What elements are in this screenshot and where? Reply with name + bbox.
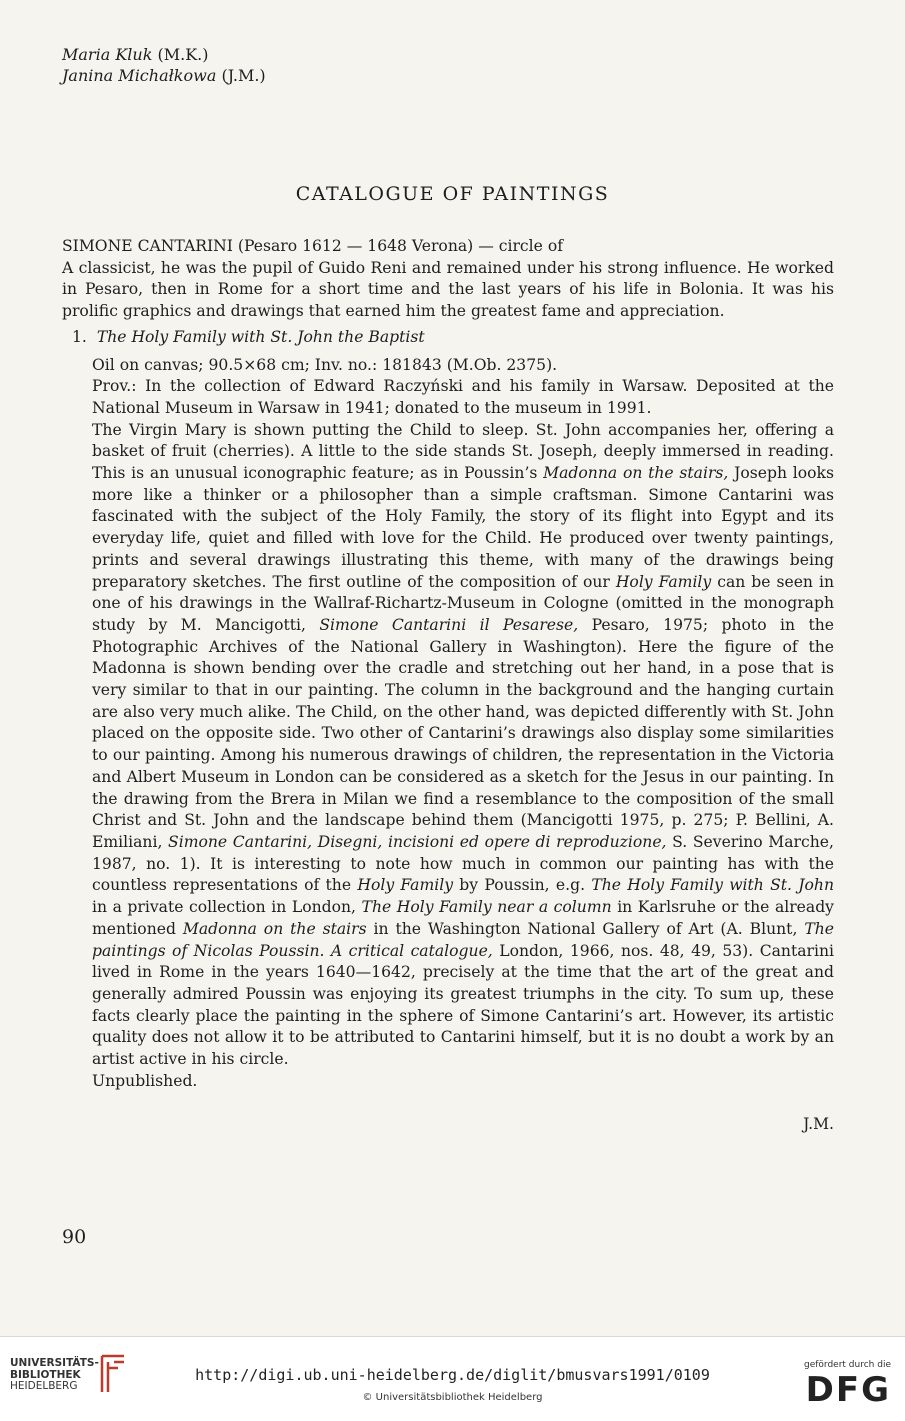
desc-text: Joseph looks more like a thinker or a philosopher than a simple craftsman. Simone Cantarini was fascinated with the subject of the Holy Family, the story of its flight into Egypt and its everyday life, quiet and filled with love for the Child. He produced over twenty paintings, prints and several drawings illustrating this theme, with many of the drawings being preparatory sketches. The first outline of the composition of our xyxy=(92,464,835,591)
entry-description xyxy=(92,420,834,1071)
author-line xyxy=(62,65,266,86)
desc-text: in Karlsruhe or the already mentioned xyxy=(92,898,834,938)
desc-text: by Poussin, e.g. xyxy=(453,876,592,895)
entry-provenance: Prov.: In the collection of Edward Raczyński and his family in Warsaw. Deposited at the National Museum in Warsaw in 1941; donated to the museum in 1991. xyxy=(92,377,834,417)
library-name-line: HEIDELBERG xyxy=(10,1380,78,1392)
desc-italic: Madonna on the stairs, xyxy=(543,464,729,483)
entry-signature: J.M. xyxy=(803,1115,834,1134)
author-list xyxy=(62,44,266,86)
library-name-line: BIBLIOTHEK xyxy=(10,1368,81,1381)
library-name-line: UNIVERSITÄTS- xyxy=(10,1357,99,1369)
desc-text: in the Washington National Gallery of Art (A. Blunt, xyxy=(366,919,805,938)
desc-italic: The Holy Family near a column xyxy=(361,898,612,917)
desc-text: in a private collection in London, xyxy=(92,898,362,917)
desc-italic: Holy Family xyxy=(615,572,712,591)
entry-number: 1. xyxy=(72,327,87,346)
entry-title: The Holy Family with St. John the Baptist xyxy=(96,327,425,346)
author-initials: (J.M.) xyxy=(221,66,266,85)
desc-italic: Madonna on the stairs xyxy=(182,919,367,938)
artist-heading: SIMONE CANTARINI (Pesaro 1612 — 1648 Verona) — circle of xyxy=(62,237,563,255)
desc-italic: Simone Cantarini il Pesarese, xyxy=(319,615,579,634)
author-line xyxy=(62,44,266,65)
desc-italic: Simone Cantarini, Disegni, incisioni ed opere di reproduzione, xyxy=(168,832,667,851)
funding-note: gefördert durch die xyxy=(804,1360,891,1370)
desc-text: The Virgin Mary is shown putting the Child to sleep. St. John accompanies her, offering a basket of fruit (cherries). A little to the side stands St. Joseph, deeply immersed in reading. This is an unusual iconographic feature; as in Poussin’s xyxy=(92,420,834,483)
footer-divider xyxy=(0,1336,905,1337)
desc-text: London, 1966, nos. 48, 49, 53). Cantarini lived in Rome in the years 1640—1642, precisely at the time that the art of the great and generally admired Poussin was enjoying its greatest triumphs in the city. To sum up, these facts clearly place the painting in the sphere of Simone Cantarini’s art. However, its artistic quality does not allow it to be attributed to Cantarini himself, but it is no doubt a work by an artist active in his circle. xyxy=(92,941,834,1069)
author-name: Janina Michałkowa xyxy=(62,66,217,85)
catalogue-body xyxy=(62,236,834,1136)
copyright-notice: © Universitätsbibliothek Heidelberg xyxy=(362,1392,543,1403)
dfg-logo: DFG xyxy=(805,1370,891,1410)
page-number: 90 xyxy=(62,1226,87,1248)
author-name: Maria Kluk xyxy=(62,45,153,64)
digitization-footer xyxy=(0,1336,905,1421)
entry-heading xyxy=(72,327,834,349)
artist-bio: A classicist, he was the pupil of Guido Reni and remained under his strong influence. He worked in Pesaro, then in Rome for a short time and the last years of his life in Bolonia. It was his prolific graphics and drawings that earned him the greatest fame and appreciation. xyxy=(62,258,834,321)
desc-text: Pesaro, 1975; photo in the Photographic Archives of the National Gallery in Washington). Here the figure of the Madonna is shown bending over the cradle and stretching out her hand, in a pose that is very similar to that in our painting. The column in the background and the hanging curtain are also very much alike. The Child, on the other hand, was depicted differently with St. John placed on the opposite side. Two other of Cantarini’s drawings also display some similarities to our painting. Among his numerous drawings of children, the representation in the Victoria and Albert Museum in London can be considered as a sketch for the Jesus in our painting. In the drawing from the Brera in Milan we find a resemblance to the composition of the small Christ and St. John and the landscape behind them (Mancigotti 1975, p. 275; P. Bellini, A. Emiliani, xyxy=(92,615,834,851)
page-title: CATALOGUE OF PAINTINGS xyxy=(295,183,610,205)
desc-text: can be seen in one of his drawings in the Wallraf-Richartz-Museum in Cologne (omitted in the monograph study by M. Mancigotti, xyxy=(92,572,834,634)
desc-italic: The paintings of Nicolas Poussin. A critical catalogue, xyxy=(92,919,834,960)
permalink-url[interactable]: http://digi.ub.uni-heidelberg.de/diglit/bmusvars1991/0109 xyxy=(195,1366,710,1384)
author-initials: (M.K.) xyxy=(157,45,209,64)
desc-italic: Holy Family xyxy=(357,876,454,895)
entry-publication: Unpublished. xyxy=(92,1071,198,1090)
desc-italic: The Holy Family with St. John xyxy=(591,876,835,895)
entry-technique: Oil on canvas; 90.5×68 cm; Inv. no.: 181843 (M.Ob. 2375). xyxy=(92,355,558,374)
desc-text: S. Severino Marche, 1987, no. 1). It is interesting to note how much in common our painting has with the countless representations of the xyxy=(92,832,834,895)
